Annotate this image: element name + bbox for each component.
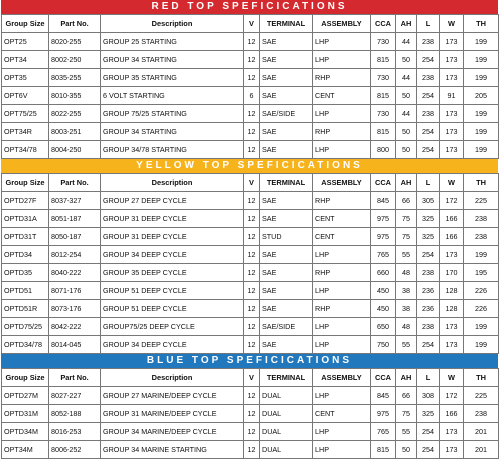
table-cell: 50 bbox=[396, 51, 417, 69]
table-cell: SAE bbox=[260, 246, 313, 264]
table-cell: LHP bbox=[313, 423, 371, 441]
table-cell: 254 bbox=[417, 51, 440, 69]
table-cell: 325 bbox=[417, 210, 440, 228]
table-cell: 172 bbox=[440, 192, 464, 210]
table-cell: CENT bbox=[313, 405, 371, 423]
header-row bbox=[2, 174, 499, 192]
table-cell: GROUP 31 DEEP CYCLE bbox=[101, 210, 244, 228]
table-cell: RHP bbox=[313, 123, 371, 141]
table-cell: 50 bbox=[396, 141, 417, 159]
table-cell: 166 bbox=[440, 210, 464, 228]
table-cell: 195 bbox=[464, 264, 499, 282]
table-cell: SAE bbox=[260, 192, 313, 210]
table-cell: 238 bbox=[417, 69, 440, 87]
table-cell: 8040-222 bbox=[49, 264, 101, 282]
table-cell: 12 bbox=[244, 69, 260, 87]
table-cell: 254 bbox=[417, 423, 440, 441]
table-cell: 55 bbox=[396, 246, 417, 264]
table-cell: 201 bbox=[464, 441, 499, 459]
table-cell: SAE bbox=[260, 51, 313, 69]
spec-table bbox=[1, 173, 499, 354]
table-cell: GROUP 34 STARTING bbox=[101, 51, 244, 69]
table-row bbox=[2, 141, 499, 159]
column-header: L bbox=[417, 174, 440, 192]
table-cell: GROUP 34 DEEP CYCLE bbox=[101, 336, 244, 354]
table-cell: 254 bbox=[417, 336, 440, 354]
table-cell: SAE/SIDE bbox=[260, 105, 313, 123]
table-cell: 8010-355 bbox=[49, 87, 101, 105]
table-cell: 660 bbox=[371, 264, 396, 282]
table-cell: 238 bbox=[417, 33, 440, 51]
table-cell: OPTD35 bbox=[2, 264, 49, 282]
table-cell: OPTD31T bbox=[2, 228, 49, 246]
table-cell: OPTD51 bbox=[2, 282, 49, 300]
table-cell: 12 bbox=[244, 123, 260, 141]
table-cell: DUAL bbox=[260, 405, 313, 423]
table-cell: LHP bbox=[313, 336, 371, 354]
table-cell: LHP bbox=[313, 105, 371, 123]
table-cell: 254 bbox=[417, 87, 440, 105]
table-cell: 12 bbox=[244, 318, 260, 336]
table-row bbox=[2, 69, 499, 87]
table-cell: 173 bbox=[440, 105, 464, 123]
table-cell: 173 bbox=[440, 123, 464, 141]
table-cell: 254 bbox=[417, 123, 440, 141]
table-cell: 173 bbox=[440, 318, 464, 336]
table-row bbox=[2, 336, 499, 354]
table-cell: LHP bbox=[313, 282, 371, 300]
spec-section bbox=[1, 159, 498, 354]
column-header: Group Size bbox=[2, 369, 49, 387]
table-cell: 48 bbox=[396, 318, 417, 336]
table-cell: 12 bbox=[244, 282, 260, 300]
table-cell: OPTD31A bbox=[2, 210, 49, 228]
table-cell: OPT34 bbox=[2, 51, 49, 69]
column-header: ASSEMBLY bbox=[313, 15, 371, 33]
table-cell: OPTD75/25 bbox=[2, 318, 49, 336]
table-cell: 55 bbox=[396, 336, 417, 354]
table-cell: GROUP 25 STARTING bbox=[101, 33, 244, 51]
section-banner: YELLOW TOP SPEFICICATIONS bbox=[1, 159, 498, 173]
table-cell: 8042-222 bbox=[49, 318, 101, 336]
table-cell: 128 bbox=[440, 282, 464, 300]
table-cell: 815 bbox=[371, 441, 396, 459]
column-header: L bbox=[417, 15, 440, 33]
table-cell: 8014-045 bbox=[49, 336, 101, 354]
table-cell: 8004-250 bbox=[49, 141, 101, 159]
table-cell: 8050-187 bbox=[49, 228, 101, 246]
table-cell: 166 bbox=[440, 228, 464, 246]
table-cell: GROUP 51 DEEP CYCLE bbox=[101, 300, 244, 318]
table-cell: 8012-254 bbox=[49, 246, 101, 264]
table-row bbox=[2, 387, 499, 405]
table-row bbox=[2, 51, 499, 69]
table-cell: 305 bbox=[417, 192, 440, 210]
table-cell: 12 bbox=[244, 246, 260, 264]
table-cell: 800 bbox=[371, 141, 396, 159]
column-header: V bbox=[244, 174, 260, 192]
table-cell: 8035-255 bbox=[49, 69, 101, 87]
table-cell: 236 bbox=[417, 300, 440, 318]
table-cell: OPTD34 bbox=[2, 246, 49, 264]
column-header: TH bbox=[464, 174, 499, 192]
spec-section bbox=[1, 354, 498, 459]
table-cell: 8073-176 bbox=[49, 300, 101, 318]
table-cell: 750 bbox=[371, 336, 396, 354]
table-cell: 8027-227 bbox=[49, 387, 101, 405]
table-row bbox=[2, 210, 499, 228]
table-cell: LHP bbox=[313, 387, 371, 405]
table-cell: 975 bbox=[371, 405, 396, 423]
table-cell: SAE bbox=[260, 33, 313, 51]
table-cell: DUAL bbox=[260, 387, 313, 405]
table-cell: 199 bbox=[464, 105, 499, 123]
table-cell: 8002-250 bbox=[49, 51, 101, 69]
table-cell: 12 bbox=[244, 105, 260, 123]
column-header: ASSEMBLY bbox=[313, 174, 371, 192]
table-cell: LHP bbox=[313, 246, 371, 264]
table-cell: 845 bbox=[371, 387, 396, 405]
column-header: W bbox=[440, 174, 464, 192]
table-cell: 199 bbox=[464, 33, 499, 51]
table-cell: 815 bbox=[371, 51, 396, 69]
table-cell: 38 bbox=[396, 282, 417, 300]
table-cell: OPTD27F bbox=[2, 192, 49, 210]
table-row bbox=[2, 423, 499, 441]
table-cell: 170 bbox=[440, 264, 464, 282]
table-cell: 975 bbox=[371, 228, 396, 246]
column-header: W bbox=[440, 369, 464, 387]
table-cell: 226 bbox=[464, 300, 499, 318]
table-cell: 205 bbox=[464, 87, 499, 105]
table-cell: 765 bbox=[371, 246, 396, 264]
table-cell: SAE bbox=[260, 300, 313, 318]
table-cell: 6 VOLT STARTING bbox=[101, 87, 244, 105]
table-cell: 8020-255 bbox=[49, 33, 101, 51]
table-cell: DUAL bbox=[260, 441, 313, 459]
table-cell: 238 bbox=[417, 264, 440, 282]
table-cell: GROUP 31 DEEP CYCLE bbox=[101, 228, 244, 246]
table-cell: 730 bbox=[371, 105, 396, 123]
table-row bbox=[2, 318, 499, 336]
table-cell: 173 bbox=[440, 141, 464, 159]
table-cell: 12 bbox=[244, 300, 260, 318]
table-cell: 225 bbox=[464, 192, 499, 210]
table-cell: DUAL bbox=[260, 423, 313, 441]
table-cell: OPT34/78 bbox=[2, 141, 49, 159]
table-cell: 254 bbox=[417, 141, 440, 159]
table-cell: 815 bbox=[371, 123, 396, 141]
table-cell: 12 bbox=[244, 387, 260, 405]
table-cell: 325 bbox=[417, 405, 440, 423]
table-cell: GROUP 34 MARINE/DEEP CYCLE bbox=[101, 423, 244, 441]
table-cell: 975 bbox=[371, 210, 396, 228]
table-row bbox=[2, 33, 499, 51]
header-row bbox=[2, 15, 499, 33]
table-cell: RHP bbox=[313, 192, 371, 210]
table-cell: SAE bbox=[260, 264, 313, 282]
table-cell: GROUP 27 DEEP CYCLE bbox=[101, 192, 244, 210]
column-header: TH bbox=[464, 369, 499, 387]
table-cell: 450 bbox=[371, 282, 396, 300]
table-cell: OPT6V bbox=[2, 87, 49, 105]
table-cell: 450 bbox=[371, 300, 396, 318]
column-header: TH bbox=[464, 15, 499, 33]
table-cell: SAE bbox=[260, 123, 313, 141]
column-header: Part No. bbox=[49, 369, 101, 387]
table-cell: 201 bbox=[464, 423, 499, 441]
table-cell: CENT bbox=[313, 210, 371, 228]
table-cell: 50 bbox=[396, 123, 417, 141]
table-cell: SAE bbox=[260, 87, 313, 105]
table-cell: SAE bbox=[260, 336, 313, 354]
table-cell: OPT34R bbox=[2, 123, 49, 141]
table-cell: 173 bbox=[440, 33, 464, 51]
table-cell: STUD bbox=[260, 228, 313, 246]
column-header: CCA bbox=[371, 174, 396, 192]
table-cell: 75 bbox=[396, 210, 417, 228]
column-header: Description bbox=[101, 15, 244, 33]
table-row bbox=[2, 192, 499, 210]
column-header: Part No. bbox=[49, 174, 101, 192]
table-cell: 75 bbox=[396, 405, 417, 423]
column-header: V bbox=[244, 369, 260, 387]
column-header: AH bbox=[396, 174, 417, 192]
table-cell: 173 bbox=[440, 441, 464, 459]
table-cell: RHP bbox=[313, 300, 371, 318]
table-cell: 199 bbox=[464, 318, 499, 336]
table-cell: CENT bbox=[313, 228, 371, 246]
column-header: CCA bbox=[371, 369, 396, 387]
table-cell: 12 bbox=[244, 141, 260, 159]
table-row bbox=[2, 300, 499, 318]
table-cell: 12 bbox=[244, 405, 260, 423]
table-cell: OPT34M bbox=[2, 441, 49, 459]
column-header: W bbox=[440, 15, 464, 33]
table-cell: 6 bbox=[244, 87, 260, 105]
table-cell: GROUP 27 MARINE/DEEP CYCLE bbox=[101, 387, 244, 405]
column-header: CCA bbox=[371, 15, 396, 33]
table-cell: CENT bbox=[313, 87, 371, 105]
table-row bbox=[2, 441, 499, 459]
table-cell: GROUP 34/78 STARTING bbox=[101, 141, 244, 159]
table-cell: 173 bbox=[440, 246, 464, 264]
table-cell: SAE bbox=[260, 69, 313, 87]
table-cell: OPT75/25 bbox=[2, 105, 49, 123]
table-cell: 173 bbox=[440, 423, 464, 441]
table-cell: 12 bbox=[244, 264, 260, 282]
table-cell: GROUP 34 DEEP CYCLE bbox=[101, 246, 244, 264]
table-cell: 173 bbox=[440, 51, 464, 69]
table-row bbox=[2, 282, 499, 300]
table-cell: 650 bbox=[371, 318, 396, 336]
table-cell: LHP bbox=[313, 318, 371, 336]
table-cell: GROUP 35 STARTING bbox=[101, 69, 244, 87]
table-row bbox=[2, 228, 499, 246]
table-cell: 44 bbox=[396, 105, 417, 123]
table-cell: 199 bbox=[464, 123, 499, 141]
column-header: Description bbox=[101, 174, 244, 192]
table-cell: 8052-188 bbox=[49, 405, 101, 423]
table-cell: 12 bbox=[244, 228, 260, 246]
table-row bbox=[2, 105, 499, 123]
table-cell: 12 bbox=[244, 33, 260, 51]
table-cell: GROUP 31 MARINE/DEEP CYCLE bbox=[101, 405, 244, 423]
table-cell: 236 bbox=[417, 282, 440, 300]
column-header: Part No. bbox=[49, 15, 101, 33]
table-cell: 199 bbox=[464, 51, 499, 69]
table-cell: GROUP 34 MARINE STARTING bbox=[101, 441, 244, 459]
spec-table bbox=[1, 14, 499, 159]
table-cell: 50 bbox=[396, 87, 417, 105]
table-cell: GROUP75/25 DEEP CYCLE bbox=[101, 318, 244, 336]
table-cell: RHP bbox=[313, 264, 371, 282]
table-cell: 765 bbox=[371, 423, 396, 441]
column-header: L bbox=[417, 369, 440, 387]
table-cell: 8037-327 bbox=[49, 192, 101, 210]
table-cell: 225 bbox=[464, 387, 499, 405]
table-cell: 44 bbox=[396, 33, 417, 51]
table-cell: 254 bbox=[417, 246, 440, 264]
table-row bbox=[2, 246, 499, 264]
table-cell: SAE bbox=[260, 210, 313, 228]
table-cell: 199 bbox=[464, 246, 499, 264]
table-cell: 75 bbox=[396, 228, 417, 246]
table-cell: 845 bbox=[371, 192, 396, 210]
table-cell: 55 bbox=[396, 423, 417, 441]
table-cell: SAE bbox=[260, 282, 313, 300]
table-cell: 730 bbox=[371, 33, 396, 51]
table-cell: 199 bbox=[464, 336, 499, 354]
table-cell: 199 bbox=[464, 69, 499, 87]
table-cell: 238 bbox=[417, 318, 440, 336]
table-cell: 815 bbox=[371, 87, 396, 105]
table-cell: 730 bbox=[371, 69, 396, 87]
header-row bbox=[2, 369, 499, 387]
table-row bbox=[2, 123, 499, 141]
table-cell: 308 bbox=[417, 387, 440, 405]
column-header: TERMINAL bbox=[260, 15, 313, 33]
table-cell: 12 bbox=[244, 441, 260, 459]
table-cell: 325 bbox=[417, 228, 440, 246]
table-cell: 128 bbox=[440, 300, 464, 318]
column-header: TERMINAL bbox=[260, 369, 313, 387]
table-cell: 12 bbox=[244, 192, 260, 210]
section-banner: RED TOP SPEFICICATIONS bbox=[1, 0, 498, 14]
column-header: ASSEMBLY bbox=[313, 369, 371, 387]
table-cell: 8022-255 bbox=[49, 105, 101, 123]
table-cell: 238 bbox=[417, 105, 440, 123]
table-cell: 12 bbox=[244, 51, 260, 69]
table-cell: 8016-253 bbox=[49, 423, 101, 441]
column-header: Description bbox=[101, 369, 244, 387]
column-header: V bbox=[244, 15, 260, 33]
table-cell: LHP bbox=[313, 33, 371, 51]
table-cell: SAE bbox=[260, 141, 313, 159]
table-cell: OPTD31M bbox=[2, 405, 49, 423]
table-cell: 66 bbox=[396, 192, 417, 210]
table-cell: 254 bbox=[417, 441, 440, 459]
table-cell: 12 bbox=[244, 210, 260, 228]
table-row bbox=[2, 264, 499, 282]
table-cell: 8071-176 bbox=[49, 282, 101, 300]
table-cell: GROUP 35 DEEP CYCLE bbox=[101, 264, 244, 282]
table-cell: OPTD27M bbox=[2, 387, 49, 405]
table-cell: 173 bbox=[440, 69, 464, 87]
table-cell: LHP bbox=[313, 441, 371, 459]
column-header: TERMINAL bbox=[260, 174, 313, 192]
table-cell: LHP bbox=[313, 141, 371, 159]
table-cell: OPT25 bbox=[2, 33, 49, 51]
table-cell: GROUP 51 DEEP CYCLE bbox=[101, 282, 244, 300]
table-cell: RHP bbox=[313, 69, 371, 87]
table-cell: 48 bbox=[396, 264, 417, 282]
column-header: Group Size bbox=[2, 15, 49, 33]
table-cell: GROUP 34 STARTING bbox=[101, 123, 244, 141]
table-cell: 8003-251 bbox=[49, 123, 101, 141]
table-cell: 238 bbox=[464, 210, 499, 228]
spec-section bbox=[1, 0, 498, 159]
spec-table bbox=[1, 368, 499, 459]
column-header: AH bbox=[396, 15, 417, 33]
table-cell: GROUP 75/25 STARTING bbox=[101, 105, 244, 123]
table-cell: 66 bbox=[396, 387, 417, 405]
table-cell: OPTD34M bbox=[2, 423, 49, 441]
section-banner: BLUE TOP SPEFICICATIONS bbox=[1, 354, 498, 368]
table-cell: 166 bbox=[440, 405, 464, 423]
table-cell: 91 bbox=[440, 87, 464, 105]
table-cell: 38 bbox=[396, 300, 417, 318]
table-cell: 8051-187 bbox=[49, 210, 101, 228]
table-cell: SAE/SIDE bbox=[260, 318, 313, 336]
table-cell: 172 bbox=[440, 387, 464, 405]
table-cell: OPTD51R bbox=[2, 300, 49, 318]
column-header: Group Size bbox=[2, 174, 49, 192]
table-cell: 199 bbox=[464, 141, 499, 159]
table-cell: LHP bbox=[313, 51, 371, 69]
table-cell: OPTD34/78 bbox=[2, 336, 49, 354]
table-cell: 44 bbox=[396, 69, 417, 87]
table-row bbox=[2, 405, 499, 423]
table-cell: 226 bbox=[464, 282, 499, 300]
table-cell: 12 bbox=[244, 336, 260, 354]
table-cell: OPT35 bbox=[2, 69, 49, 87]
table-cell: 50 bbox=[396, 441, 417, 459]
table-cell: 173 bbox=[440, 336, 464, 354]
table-cell: 238 bbox=[464, 405, 499, 423]
table-cell: 12 bbox=[244, 423, 260, 441]
table-cell: 238 bbox=[464, 228, 499, 246]
column-header: AH bbox=[396, 369, 417, 387]
table-row bbox=[2, 87, 499, 105]
table-cell: 8006-252 bbox=[49, 441, 101, 459]
